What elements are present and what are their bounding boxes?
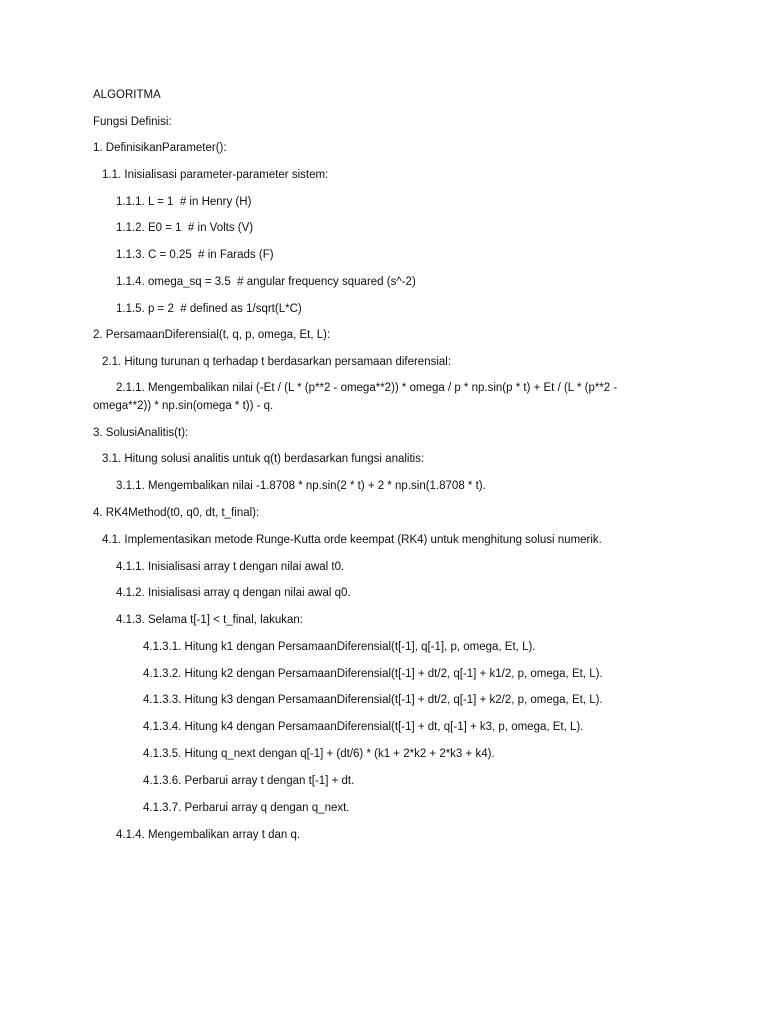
algorithm-step: 4.1.3.1. Hitung k1 dengan PersamaanDiferensial(t[-1], q[-1], p, omega, Et, L). bbox=[143, 641, 536, 653]
algorithm-step: 1.1.1. L = 1 # in Henry (H) bbox=[116, 196, 252, 208]
algorithm-step: 4.1.3.2. Hitung k2 dengan PersamaanDiferensial(t[-1] + dt/2, q[-1] + k1/2, p, omega, Et, L). bbox=[143, 668, 603, 680]
document-title: ALGORITMA bbox=[93, 89, 161, 101]
algorithm-step: 4.1.3.4. Hitung k4 dengan PersamaanDiferensial(t[-1] + dt, q[-1] + k3, p, omega, Et, L). bbox=[143, 721, 584, 733]
algorithm-step: 1. DefinisikanParameter(): bbox=[93, 142, 227, 154]
algorithm-step: 1.1.2. E0 = 1 # in Volts (V) bbox=[116, 222, 254, 234]
algorithm-step: 1.1. Inisialisasi parameter-parameter sistem: bbox=[102, 169, 329, 181]
algorithm-step: 4.1.3.3. Hitung k3 dengan PersamaanDiferensial(t[-1] + dt/2, q[-1] + k2/2, p, omega, Et, L). bbox=[143, 694, 603, 706]
algorithm-step: 3.1. Hitung solusi analitis untuk q(t) berdasarkan fungsi analitis: bbox=[102, 453, 425, 465]
algorithm-step: 2. PersamaanDiferensial(t, q, p, omega, Et, L): bbox=[93, 329, 331, 341]
algorithm-step: 4.1. Implementasikan metode Runge-Kutta orde keempat (RK4) untuk menghitung solusi numerik. bbox=[102, 534, 602, 546]
algorithm-step: 4.1.3.7. Perbarui array q dengan q_next. bbox=[143, 802, 350, 814]
algorithm-step: 4.1.2. Inisialisasi array q dengan nilai awal q0. bbox=[116, 587, 351, 599]
algorithm-step: 4.1.1. Inisialisasi array t dengan nilai awal t0. bbox=[116, 561, 345, 573]
algorithm-step: 1.1.5. p = 2 # defined as 1/sqrt(L*C) bbox=[116, 303, 302, 315]
algorithm-step: 1.1.3. C = 0.25 # in Farads (F) bbox=[116, 249, 274, 261]
algorithm-step: 2.1.1. Mengembalikan nilai (-Et / (L * (p**2 - omega**2)) * omega / p * np.sin(p * t) + Et / (L * (p**2 - omega**2)) * np.sin(omega * t)) - q. bbox=[93, 382, 618, 412]
algorithm-step: 4.1.3. Selama t[-1] < t_final, lakukan: bbox=[116, 614, 303, 626]
algorithm-step: 3.1.1. Mengembalikan nilai -1.8708 * np.sin(2 * t) + 2 * np.sin(1.8708 * t). bbox=[116, 480, 486, 492]
algorithm-step: 4.1.3.5. Hitung q_next dengan q[-1] + (dt/6) * (k1 + 2*k2 + 2*k3 + k4). bbox=[143, 748, 495, 760]
algorithm-step: 4.1.3.6. Perbarui array t dengan t[-1] + dt. bbox=[143, 775, 355, 787]
algorithm-step: 2.1. Hitung turunan q terhadap t berdasarkan persamaan diferensial: bbox=[102, 356, 452, 368]
algorithm-step: 4.1.4. Mengembalikan array t dan q. bbox=[116, 829, 301, 841]
algorithm-step: 3. SolusiAnalitis(t): bbox=[93, 427, 189, 439]
algorithm-step: 4. RK4Method(t0, q0, dt, t_final): bbox=[93, 507, 260, 519]
document-subtitle: Fungsi Definisi: bbox=[93, 116, 172, 128]
algorithm-step: 1.1.4. omega_sq = 3.5 # angular frequency squared (s^-2) bbox=[116, 276, 416, 288]
